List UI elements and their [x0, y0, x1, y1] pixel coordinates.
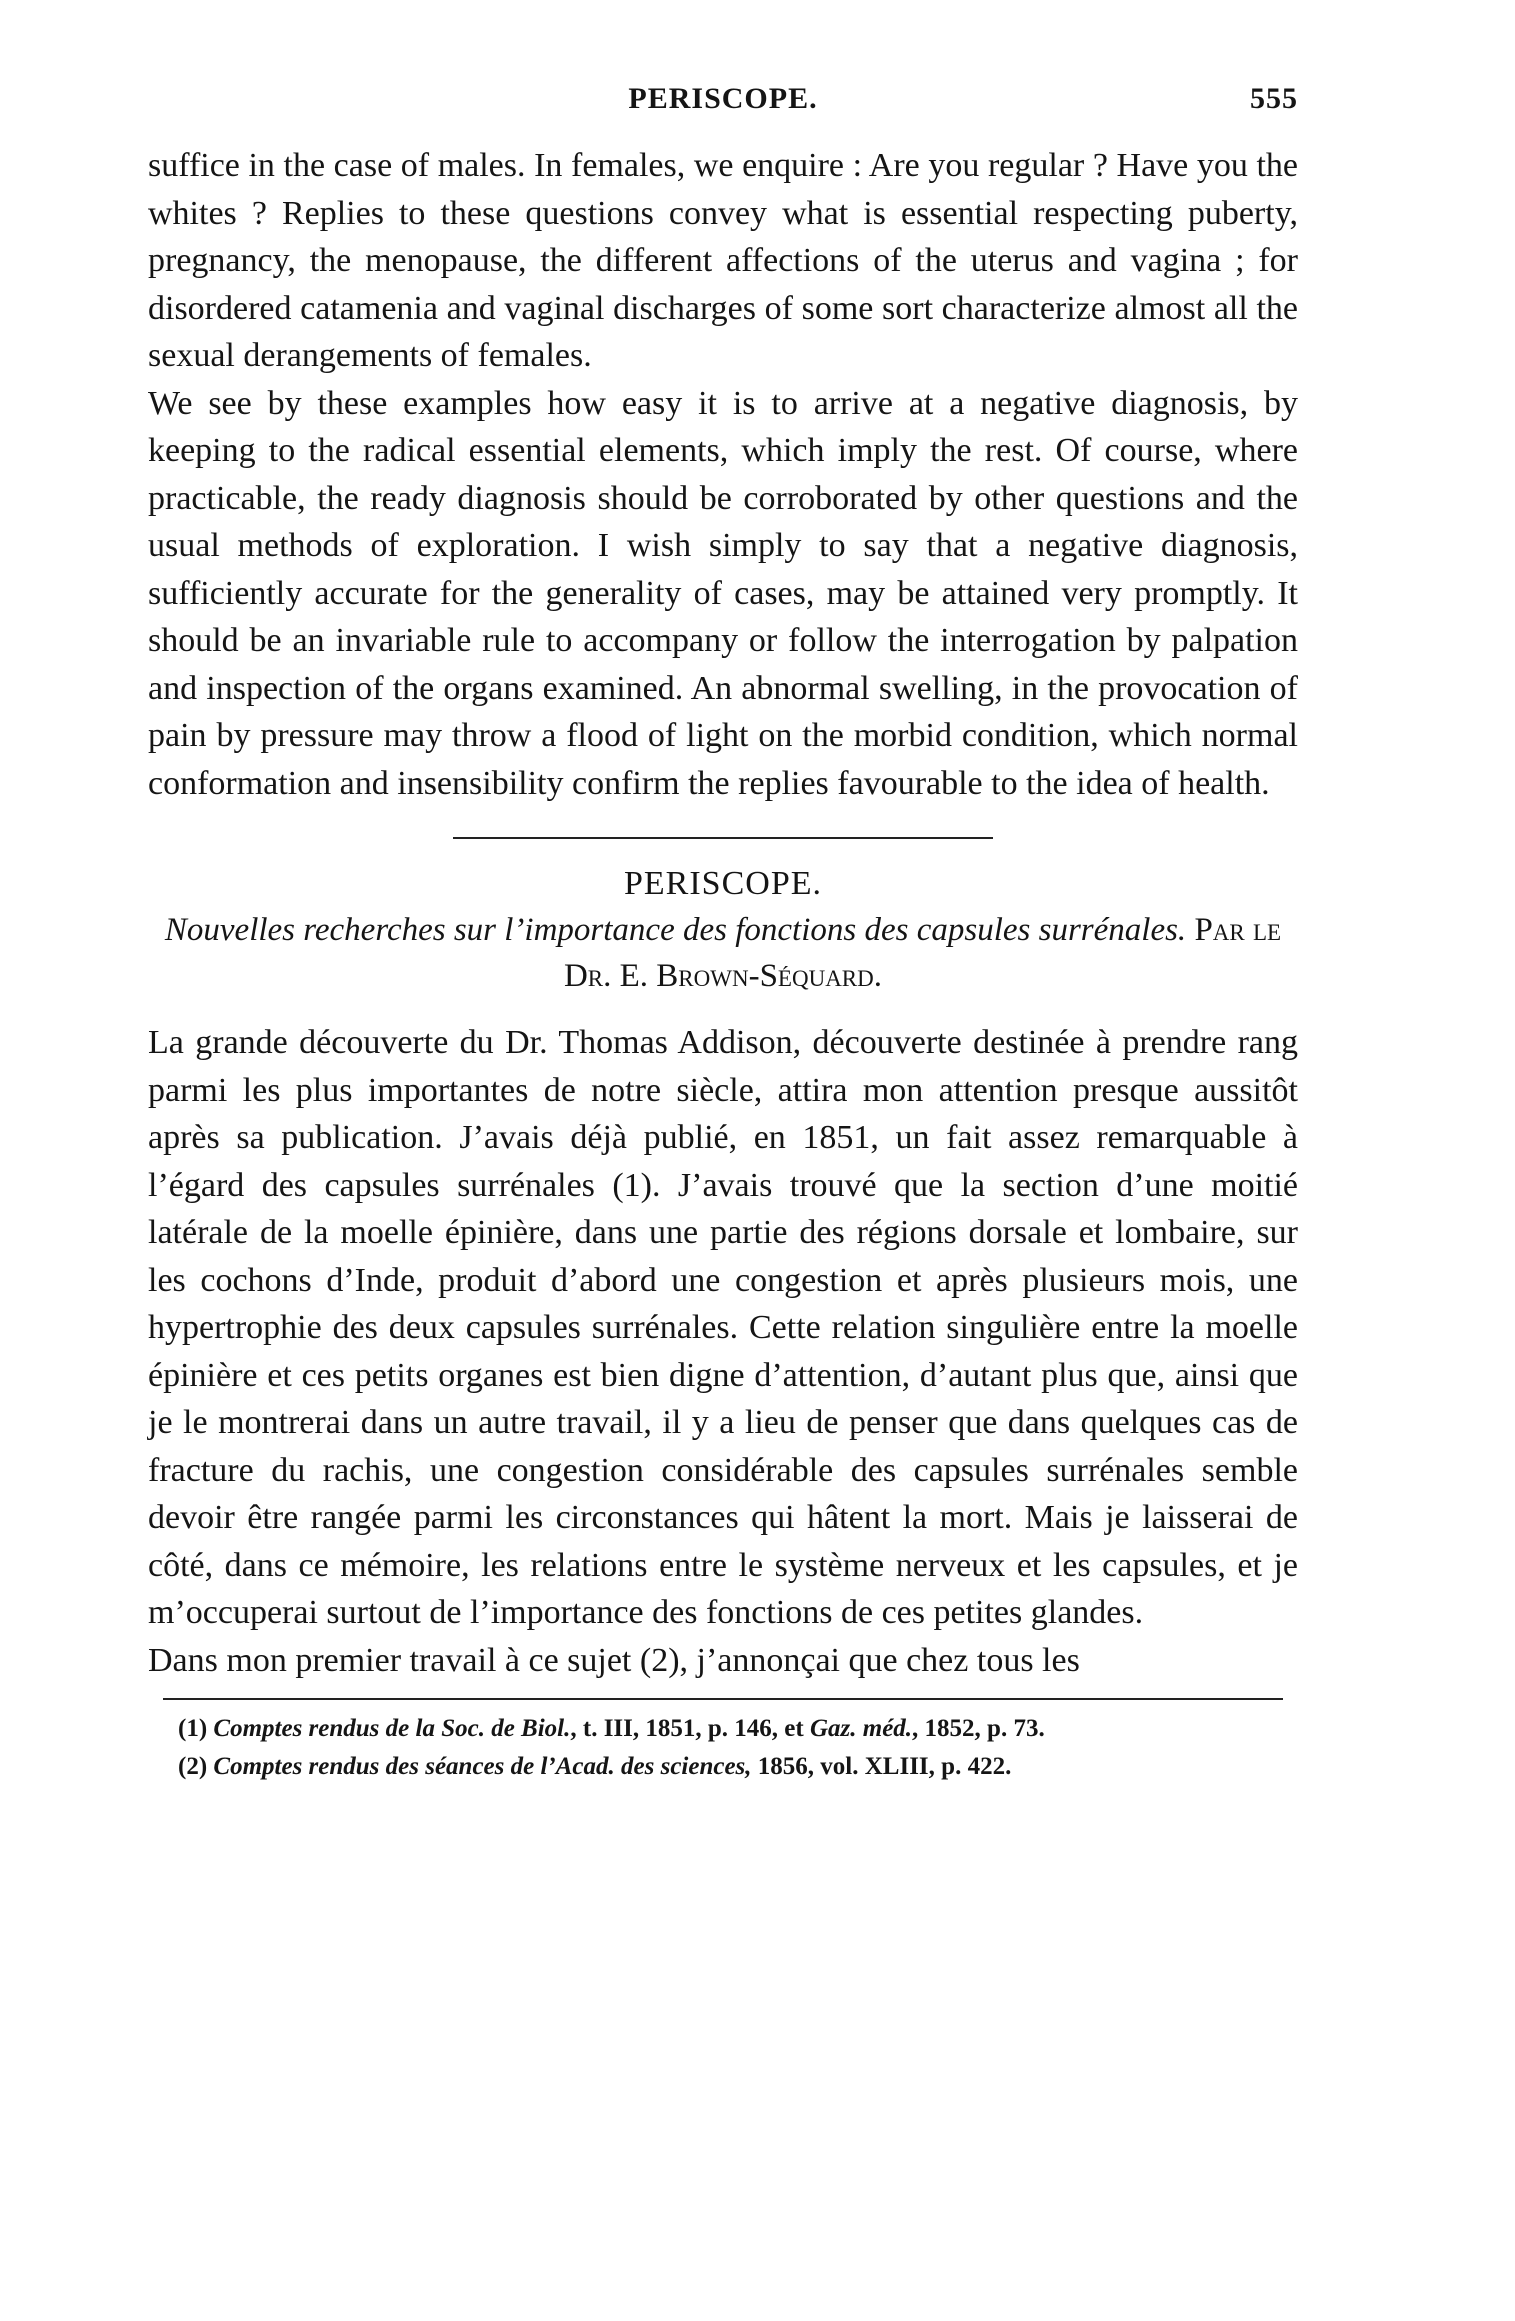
- article-byline: Par le Dr. E. Brown-Séquard.: [563, 912, 1282, 994]
- section-divider: [453, 837, 993, 839]
- footnote-citation-rest: 1856, vol. XLIII, p. 422.: [751, 1753, 1012, 1780]
- footnote-citation-rest-2: , 1852, p. 73.: [912, 1715, 1045, 1742]
- article-title: [148, 907, 1298, 999]
- article-title-text: Nouvelles recherches sur l’importance des fonctions des capsules surrénales.: [164, 912, 1187, 948]
- running-head: [148, 82, 1298, 130]
- book-page: [148, 82, 1298, 1786]
- footnote-divider: [163, 1698, 1283, 1700]
- footnote-1: [148, 1710, 1298, 1748]
- english-paragraph-2: We see by these examples how easy it is to arrive at a negative diagnosis, by keeping to the radical essential elements, which imply the rest. Of course, where practicable, the ready diagnosis should be corroborated by other questions and the usual methods of exploration. I wish simply to say that a negative diagnosis, sufficiently accurate for the generality of cases, may be attained very promptly. It should be an invariable rule to accompany or follow the interrogation by palpation and inspection of the organs examined. An abnormal swelling, in the provocation of pain by pressure may throw a flood of light on the morbid condition, which normal conformation and insensibility confirm the replies favourable to the idea of health.: [148, 384, 1298, 802]
- section-title: PERISCOPE.: [624, 865, 822, 902]
- footnote-citation-2: Gaz. méd.: [809, 1715, 913, 1742]
- footnote-2: [148, 1748, 1298, 1786]
- page-number: 555: [1250, 82, 1298, 115]
- footnote-citation: Comptes rendus de la Soc. de Biol.: [213, 1715, 571, 1742]
- french-paragraph-1: La grande découverte du Dr. Thomas Addison, découverte destinée à prendre rang parmi les plus importantes de notre siècle, attira mon attention presque aussitôt après sa publication. J’avais déjà publié, en 1851, un fait assez remarquable à l’égard des capsules surrénales (1). J’avais trouvé que la section d’une moitié latérale de la moelle épinière, dans une partie des régions dorsale et lombaire, sur les cochons d’Inde, produit d’abord une congestion et après plusieurs mois, une hypertrophie des deux capsules surrénales. Cette relation singulière entre la moelle épinière et ces petits organes est bien digne d’attention, d’autant plus que, ainsi que je le montrerai dans un autre travail, il y a lieu de penser que dans quelques cas de fracture du rachis, une congestion considérable des capsules surrénales semble devoir être rangée parmi les circonstances qui hâtent la mort. Mais je laisserai de côté, dans ce mémoire, les relations entre le système nerveux et les capsules, et je m’occuperai surtout de l’importance des fonctions de ces petites glandes.: [148, 1024, 1298, 1631]
- footnote-citation: Comptes rendus des séances de l’Acad. des sciences,: [213, 1753, 752, 1780]
- footnote-citation-rest: , t. III, 1851, p. 146, et: [570, 1715, 810, 1742]
- footnote-marker: (2): [178, 1753, 208, 1780]
- running-title: PERISCOPE.: [628, 82, 818, 115]
- english-paragraph-1: suffice in the case of males. In females, we enquire : Are you regular ? Have you the whites ? Replies to these questions convey what is essential respecting puberty, pregnancy, the menopause, the different affections of the uterus and vagina ; for disordered catamenia and vaginal discharges of some sort characterize almost all the sexual derangements of females.: [148, 147, 1298, 374]
- footnote-marker: (1): [178, 1715, 208, 1742]
- french-paragraph-2: Dans mon premier travail à ce sujet (2), j’annonçai que chez tous les: [148, 1641, 1080, 1679]
